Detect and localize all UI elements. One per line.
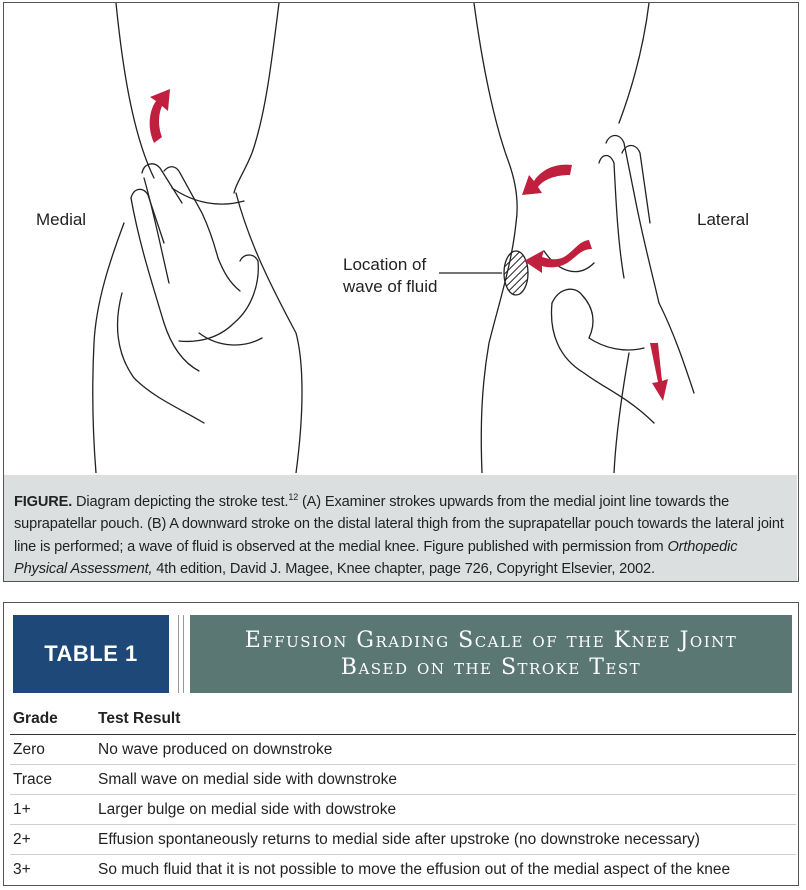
stroke-arrows: [150, 89, 668, 401]
table-header: [13, 615, 792, 693]
downstroke-arrow: [650, 343, 668, 401]
figure-panel: [3, 2, 799, 582]
caption-part2: (A) Examiner strokes upwards from the medial joint line towards the suprapatellar pouch. (B) A downward stroke on the distal lateral thigh from the suprapatellar pouch towards the lateral joint line is performed; a wave of fluid is observed at the medial knee. Figure published with permission from: [14, 493, 784, 555]
table-header-row: [10, 704, 796, 735]
upstroke-arrow: [150, 89, 170, 143]
table-row: [10, 795, 796, 825]
grade-cell: 2+: [13, 831, 31, 848]
table-title: [190, 615, 792, 693]
result-cell: No wave produced on downstroke: [98, 741, 333, 758]
table-panel: [3, 602, 799, 886]
caption-label: FIGURE.: [14, 493, 73, 510]
wave-label-line1: Location of: [343, 255, 427, 274]
table-badge: TABLE 1: [13, 615, 169, 693]
curve-arrow-top: [522, 165, 572, 195]
grade-cell: Trace: [13, 771, 53, 788]
result-cell: Small wave on medial side with downstroke: [98, 771, 397, 788]
result-cell: Effusion spontaneously returns to medial side after upstroke (no downstroke necessary): [98, 831, 700, 848]
curve-arrow-mid: [524, 240, 592, 273]
table-row: [10, 855, 796, 884]
table-title-line1: Effusion Grading Scale of the Knee Joint: [244, 628, 738, 653]
grade-cell: 1+: [13, 801, 31, 818]
table-row: [10, 825, 796, 855]
figure-caption: [4, 475, 797, 581]
caption-ref: 12: [288, 492, 299, 502]
caption-part1: Diagram depicting the stroke test.: [72, 493, 289, 510]
caption-part3: 4th edition, David J. Magee, Knee chapter, page 726, Copyright Elsevier, 2002.: [152, 561, 655, 578]
lateral-label: Lateral: [697, 210, 749, 229]
wave-label-line2: wave of fluid: [343, 277, 438, 296]
medial-knee-drawing: [93, 3, 302, 473]
medial-label: Medial: [36, 210, 87, 229]
grade-cell: Zero: [13, 741, 45, 758]
lateral-knee-drawing: [474, 3, 694, 473]
column-header-result: Test Result: [98, 710, 181, 727]
grade-cell: 3+: [13, 861, 31, 878]
table-row: [10, 735, 796, 765]
table-row: [10, 765, 796, 795]
caption-book: Orthopedic Physical Assessment,: [14, 538, 738, 578]
stroke-test-illustration: [4, 3, 797, 473]
result-cell: So much fluid that it is not possible to move the effusion out of the medial aspect of the knee: [98, 861, 731, 878]
table-title-line2: Based on the Stroke Test: [340, 655, 642, 680]
column-header-grade: Grade: [13, 710, 58, 727]
result-cell: Larger bulge on medial side with dowstroke: [98, 801, 397, 818]
grading-table: [10, 704, 796, 884]
header-divider: [178, 615, 184, 693]
fluid-wave-marker: [504, 251, 528, 295]
